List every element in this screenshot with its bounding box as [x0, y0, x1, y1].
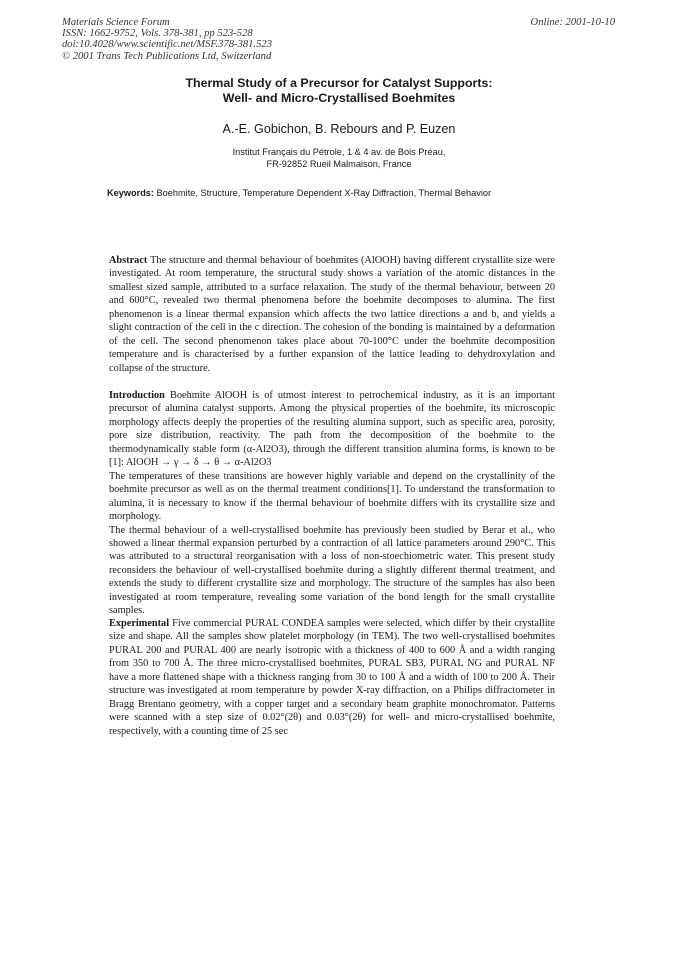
online-date: Online: 2001-10-10	[530, 17, 615, 28]
abstract-label: Abstract	[109, 255, 148, 266]
journal-info	[62, 17, 272, 62]
paper-title	[0, 76, 678, 105]
affiliation-line: Institut Français du Pétrole, 1 & 4 av. de Bois Préau,	[232, 147, 446, 157]
introduction-section	[109, 389, 555, 618]
journal-issn: ISSN: 1662-9752, Vols. 378-381, pp 523-528	[62, 28, 253, 40]
affiliation-line: FR-92852 Rueil Malmaison, France	[266, 159, 412, 169]
affiliation	[0, 146, 678, 170]
experimental-section	[109, 617, 555, 738]
abstract-text: The structure and thermal behaviour of boehmites (AlOOH) having different crystallite size were investigated. At room temperature, the structural study shows a variation of the atomic distances in the smallest sized sample, attributed to a surface relaxation. The study of the thermal behaviour, between 20 and 600°C, revealed two thermal phenomena before the boehmite decomposes to alumina. The first phenomenon is a linear thermal expansion which affects the two lattice directions a and b, and yields a slight contraction of the cell in the c direction. The cohesion of the bonding is maintained by a deformation of the cell. The second phenomenon takes place about 70-100°C under the boehmite decomposition temperature and is characterised by a further expansion of the lattice leading to dehydroxylation and collapse of the structure.	[109, 255, 555, 374]
journal-doi: doi:10.4028/www.scientific.net/MSF.378-381.523	[62, 39, 272, 51]
experimental-text: Five commercial PURAL CONDEA samples were selected, which differ by their crystallite size and shape. All the samples show platelet morphology (in TEM). The two well-crystallised boehmites PURAL 200 and PURAL 400 are nearly isotropic with a thickness of 400 to 600 Å and a width ranging from 350 to 700 Å. The three micro-crystallised boehmites, PURAL SB3, PURAL NG and PURAL NF have a more flattened shape with a thickness ranging from 30 to 100 Å and a width of 100 to 200 Å. Their structure was investigated at room temperature by powder X-ray diffraction, on a Philips diffractometer in Bragg Brentano geometry, with a copper target and a secondary beam graphite monochromator. Patterns were scanned with a step size of 0.02°(2θ) and 0.03°(2θ) for well- and micro-crystallised boehmite, respectively, with a counting time of 25 sec	[109, 618, 556, 737]
abstract-section	[109, 254, 555, 375]
paper-title-line: Thermal Study of a Precursor for Catalyst Supports:	[185, 76, 493, 90]
keywords	[107, 187, 577, 199]
introduction-paragraph: The thermal behaviour of a well-crystallised boehmite has previously been studied by Berar et al., who showed a linear thermal expansion perturbed by a contraction of all lattice parameters around 290°C. This was attributed to a structural reorganisation with a loss of non-stoechiometric water. This present study reconsiders the behaviour of well-crystallised boehmite during a slightly different thermal treatment, and extends the study to different crystallite size and morphology. The structure of the samples has also been investigated at room temperature, revealing some variation of the bond length for the small crystallite samples.	[109, 524, 555, 617]
keywords-label: Keywords:	[107, 188, 154, 198]
introduction-label: Introduction	[109, 390, 165, 401]
experimental-label: Experimental	[109, 618, 170, 629]
paper-authors: A.-E. Gobichon, B. Rebours and P. Euzen	[222, 122, 456, 136]
journal-name: Materials Science Forum	[62, 17, 170, 28]
paper-title-line: Well- and Micro-Crystallised Boehmites	[222, 90, 456, 105]
keywords-text: Boehmite, Structure, Temperature Dependent X-Ray Diffraction, Thermal Behavior	[156, 188, 492, 198]
introduction-paragraph: The temperatures of these transitions are however highly variable and depend on the crystallinity of the boehmite precursor as well as on the thermal treatment conditions[1]. To understand the transformation to alumina, it is necessary to know if the thermal behaviour of boehmite differs with its crystallite size and morphology.	[109, 470, 555, 523]
introduction-paragraph: Boehmite AlOOH is of utmost interest to petrochemical industry, as it is an important precursor of alumina catalyst supports. Among the physical properties of the boehmite, its microscopic morphology affects deeply the properties of the resulting alumina support, such as specific area, porosity, pore size distribution, reactivity. The path from the decomposition of the boehmite to the thermodynamically stable form (α-Al2O3), through the different transition alumina forms, is known to be [1]: AlOOH → γ → δ → θ → α-Al2O3	[109, 390, 556, 469]
journal-copyright: © 2001 Trans Tech Publications Ltd, Switzerland	[62, 50, 272, 62]
